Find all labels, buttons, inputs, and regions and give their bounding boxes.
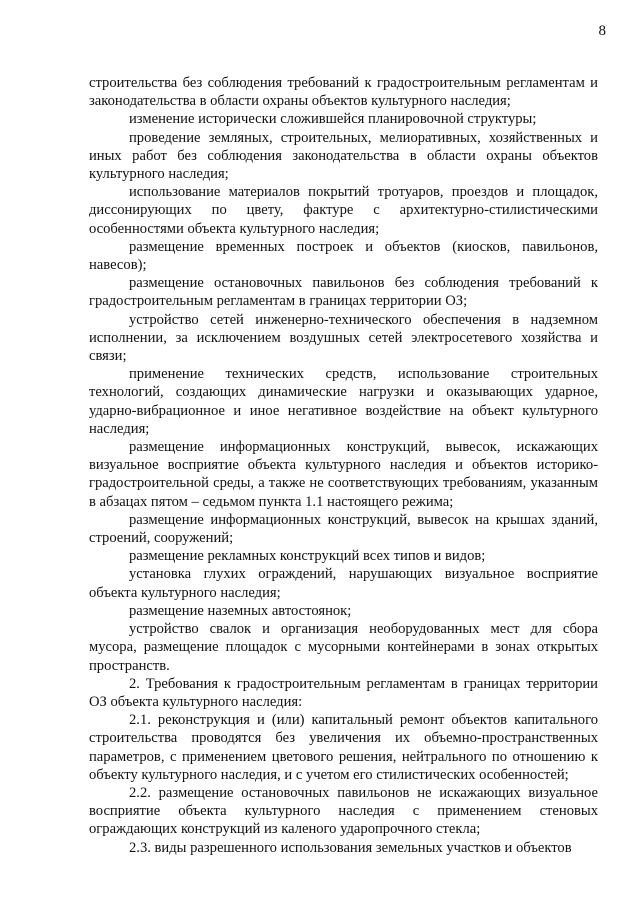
paragraph: размещение информационных конструкций, вывесок на крышах зданий, строений, сооружений; [89, 511, 598, 547]
paragraph: применение технических средств, использование строительных технологий, создающих динамические нагрузки и оказывающих ударное, ударно-вибрационное и иное негативное воздействие на объект культурного наследия; [89, 366, 598, 437]
paragraph: размещение рекламных конструкций всех типов и видов; [129, 548, 486, 565]
paragraph: установка глухих ограждений, нарушающих визуальное восприятие объекта культурного наследия; [89, 566, 598, 601]
paragraph: устройство сетей инженерно-технического обеспечения в надземном исполнении, за исключением воздушных сетей электросетевого хозяйства и связи; [89, 311, 598, 365]
page-number: 8 [598, 23, 606, 39]
paragraph: строительства без соблюдения требований к градостроительным регламентам и законодательства в области охраны объектов культурного наследия; [89, 75, 598, 110]
paragraph: 2.2. размещение остановочных павильонов не искажающих визуальное восприятие объекта культурного наследия с применением стеновых ограждающих конструкций из каленого ударопрочного стекла; [89, 784, 598, 838]
paragraph: 2.3. виды разрешенного использования земельных участков и объектов [129, 839, 572, 856]
paragraph: размещение информационных конструкций, вывесок, искажающих визуальное восприятие объекта культурного наследия и объектов историко-градостроительной среды, а также не соответствующих требованиям, указанным в абзацах пятом – седьмом пункта 1.1 настоящего режима; [89, 439, 598, 510]
paragraph: использование материалов покрытий тротуаров, проездов и площадок, диссонирующих по цвету, фактуре с архитектурно-стилистическими особенностями объекта культурного наследия; [89, 184, 598, 237]
section-heading: 2. Требования к градостроительным регламентам в границах территории ОЗ объекта культурного наследия: [89, 675, 598, 710]
paragraph: размещение временных построек и объектов (киосков, павильонов, навесов); [89, 238, 598, 274]
paragraph: размещение наземных автостоянок; [129, 602, 352, 619]
paragraph: изменение исторически сложившейся планировочной структуры; [129, 111, 537, 128]
paragraph: проведение земляных, строительных, мелиоративных, хозяйственных и иных работ без соблюдения законодательства в области охраны объектов культурного наследия; [89, 129, 598, 183]
paragraph: устройство свалок и организация необорудованных мест для сбора мусора, размещение площадок с мусорными контейнерами в зонах открытых пространств. [89, 621, 598, 674]
paragraph: размещение остановочных павильонов без соблюдения требований к градостроительным регламентам в границах территории ОЗ; [89, 275, 598, 310]
paragraph: 2.1. реконструкция и (или) капитальный ремонт объектов капитального строительства проводятся без увеличения их объемно-пространственных параметров, с применением цветового решения, нейтрального по отношению к объекту культурного наследия, и с учетом его стилистических особенностей; [89, 712, 598, 783]
document-body [89, 74, 598, 857]
